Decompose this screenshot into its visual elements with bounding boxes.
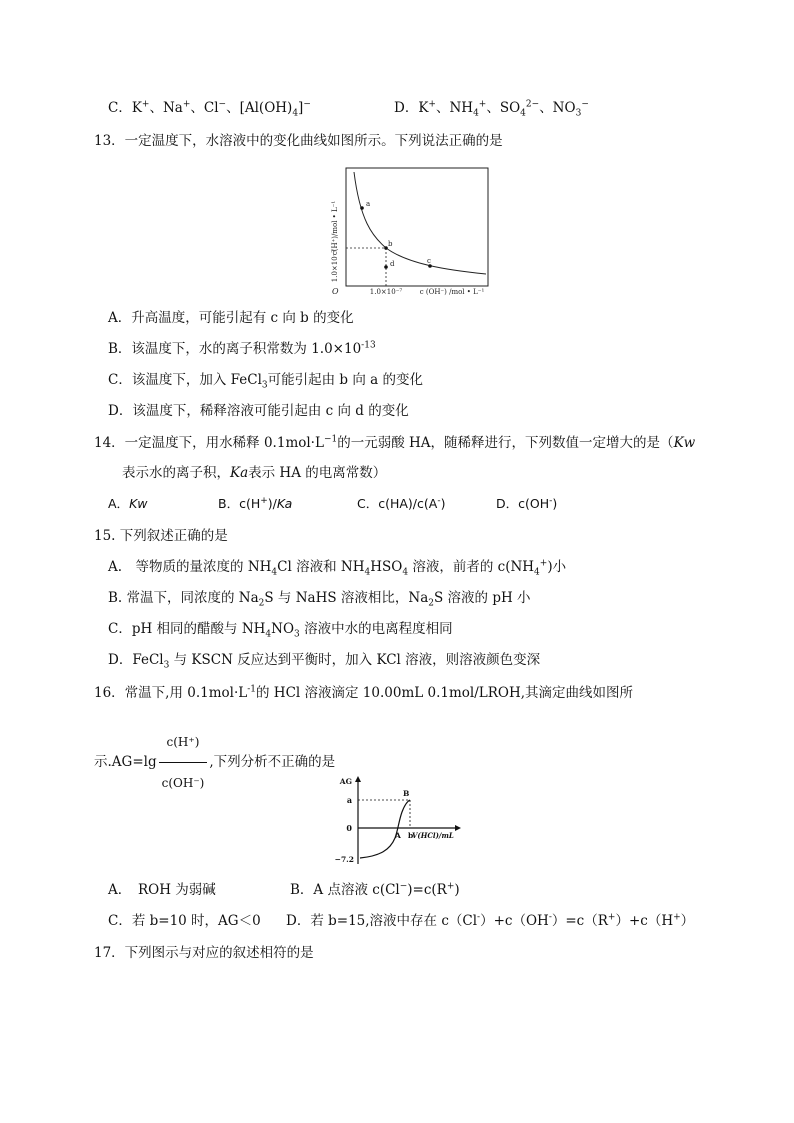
q15-option-b: B. 常温下，同浓度的 $Na_2S$ 与 NaHS 溶液相比，$Na_2S$ 溶液的 pH 小 bbox=[108, 590, 531, 609]
q13-label-c: c bbox=[427, 257, 431, 265]
q16-zero-label: 0 bbox=[346, 823, 352, 833]
q16-a-label: a bbox=[346, 795, 352, 805]
ag-fraction: $\frac{c(H^+)}{c(OH^-)}$ bbox=[159, 722, 208, 803]
q12-option-c: C．K+、Na+、Cl−、$[Al(OH)_4]^-$ bbox=[108, 99, 311, 119]
q13-stem: 13．一定温度下，水溶液中的变化曲线如图所示。下列说法正确的是 bbox=[94, 133, 503, 149]
q16-graph bbox=[330, 772, 462, 868]
q14-option-a: A．Kw bbox=[108, 496, 148, 511]
q16-xlabel: V(HCl)/mL bbox=[412, 831, 454, 840]
q13-graph-ylabel: c(H⁺)/mol • L⁻¹ bbox=[331, 200, 339, 256]
q13-option-c: C．该温度下，加入 FeCl$_3$可能引起由 b 向 a 的变化 bbox=[108, 372, 423, 391]
q13-graph-origin: O bbox=[332, 287, 339, 296]
q13-option-d: D．该温度下，稀释溶液可能引起由 c 向 d 的变化 bbox=[108, 403, 409, 419]
q13-graph-xlabel: c (OH⁻) /mol • L⁻¹ bbox=[419, 288, 485, 296]
q16-curve bbox=[360, 800, 410, 858]
q16-stem: 16．常温下,用 $0.1mol\cdot L^{-1}$的 HCl 溶液滴定 10.00mL 0.1mol/LROH,其滴定曲线如图所 bbox=[94, 684, 634, 701]
q14-option-b: B．c(H+)/Ka bbox=[218, 495, 293, 511]
q14-stem-line2: 表示水的离子积，Ka表示 HA 的电离常数） bbox=[122, 465, 387, 481]
q13-point-d bbox=[384, 265, 388, 269]
q13-graph-frame bbox=[346, 168, 488, 286]
q13-curve bbox=[354, 172, 486, 274]
q16-option-d: D．若 b=15,溶液中存在 c（Cl-）+c（OH-）=c（R+）+c（H+） bbox=[286, 912, 695, 929]
q16-neg-label: −7.2 bbox=[334, 855, 354, 864]
q16-option-c: C．若 b=10 时，AG＜0 bbox=[108, 913, 261, 929]
q15-stem: 15. 下列叙述正确的是 bbox=[94, 528, 228, 544]
q15-option-d: D．FeCl$_3$ 与 KSCN 反应达到平衡时，加入 KCl 溶液，则溶液颜色变深 bbox=[108, 652, 541, 671]
q17-stem: 17．下列图示与对应的叙述相符的是 bbox=[94, 945, 314, 961]
q13-label-d: d bbox=[390, 260, 395, 268]
q16-b-label: b bbox=[408, 831, 414, 840]
q16-ylabel: AG bbox=[339, 777, 352, 786]
q16-option-a: A． ROH 为弱碱 bbox=[108, 882, 216, 898]
q16-option-b: B．A 点溶液 c(Cl−)=c(R+) bbox=[290, 881, 460, 898]
q13-graph-ytick: 1.0×10⁻⁷ bbox=[331, 249, 339, 283]
q14-option-c: C．c(HA)/c(A-) bbox=[357, 495, 446, 511]
q15-option-c: C．pH 相同的醋酸与 $NH_4NO_3$ 溶液中水的电离程度相同 bbox=[108, 621, 453, 640]
q16-stem-line2: 示.AG=lg $\frac{c(H^+)}{c(OH^-)}$ ,下列分析不正确的是 bbox=[94, 722, 335, 803]
q15-option-a: A. 等物质的量浓度的 $NH_4Cl$ 溶液和 $NH_4HSO_4$ 溶液，前者的 $c(NH_4^+)$小 bbox=[108, 558, 567, 578]
q13-graph bbox=[326, 160, 494, 300]
q12-option-d: D．K+、$NH_4^+$、$SO_4^{2-}$、$NO_3^-$ bbox=[394, 99, 589, 119]
q16-x-arrow bbox=[455, 825, 461, 831]
q13-label-a: a bbox=[366, 200, 371, 208]
q14-stem: 14．一定温度下，用水稀释 $0.1mol\cdot L^{-1}$的一元弱酸 HA，随稀释进行，下列数值一定增大的是（Kw bbox=[94, 434, 696, 451]
q16-A-label: A bbox=[395, 831, 401, 840]
q13-label-b: b bbox=[388, 240, 393, 248]
q13-option-b: B．该温度下，水的离子积常数为 $1.0\times 10^{-13}$ bbox=[108, 340, 376, 357]
q13-point-a bbox=[360, 206, 364, 210]
q16-y-arrow bbox=[355, 776, 361, 782]
q13-graph-xtick: 1.0×10⁻⁷ bbox=[369, 288, 403, 296]
q13-option-a: A．升高温度，可能引起有 c 向 b 的变化 bbox=[108, 310, 354, 326]
q16-B-label: B bbox=[403, 789, 410, 798]
q14-option-d: D．c(OH-) bbox=[496, 495, 558, 511]
